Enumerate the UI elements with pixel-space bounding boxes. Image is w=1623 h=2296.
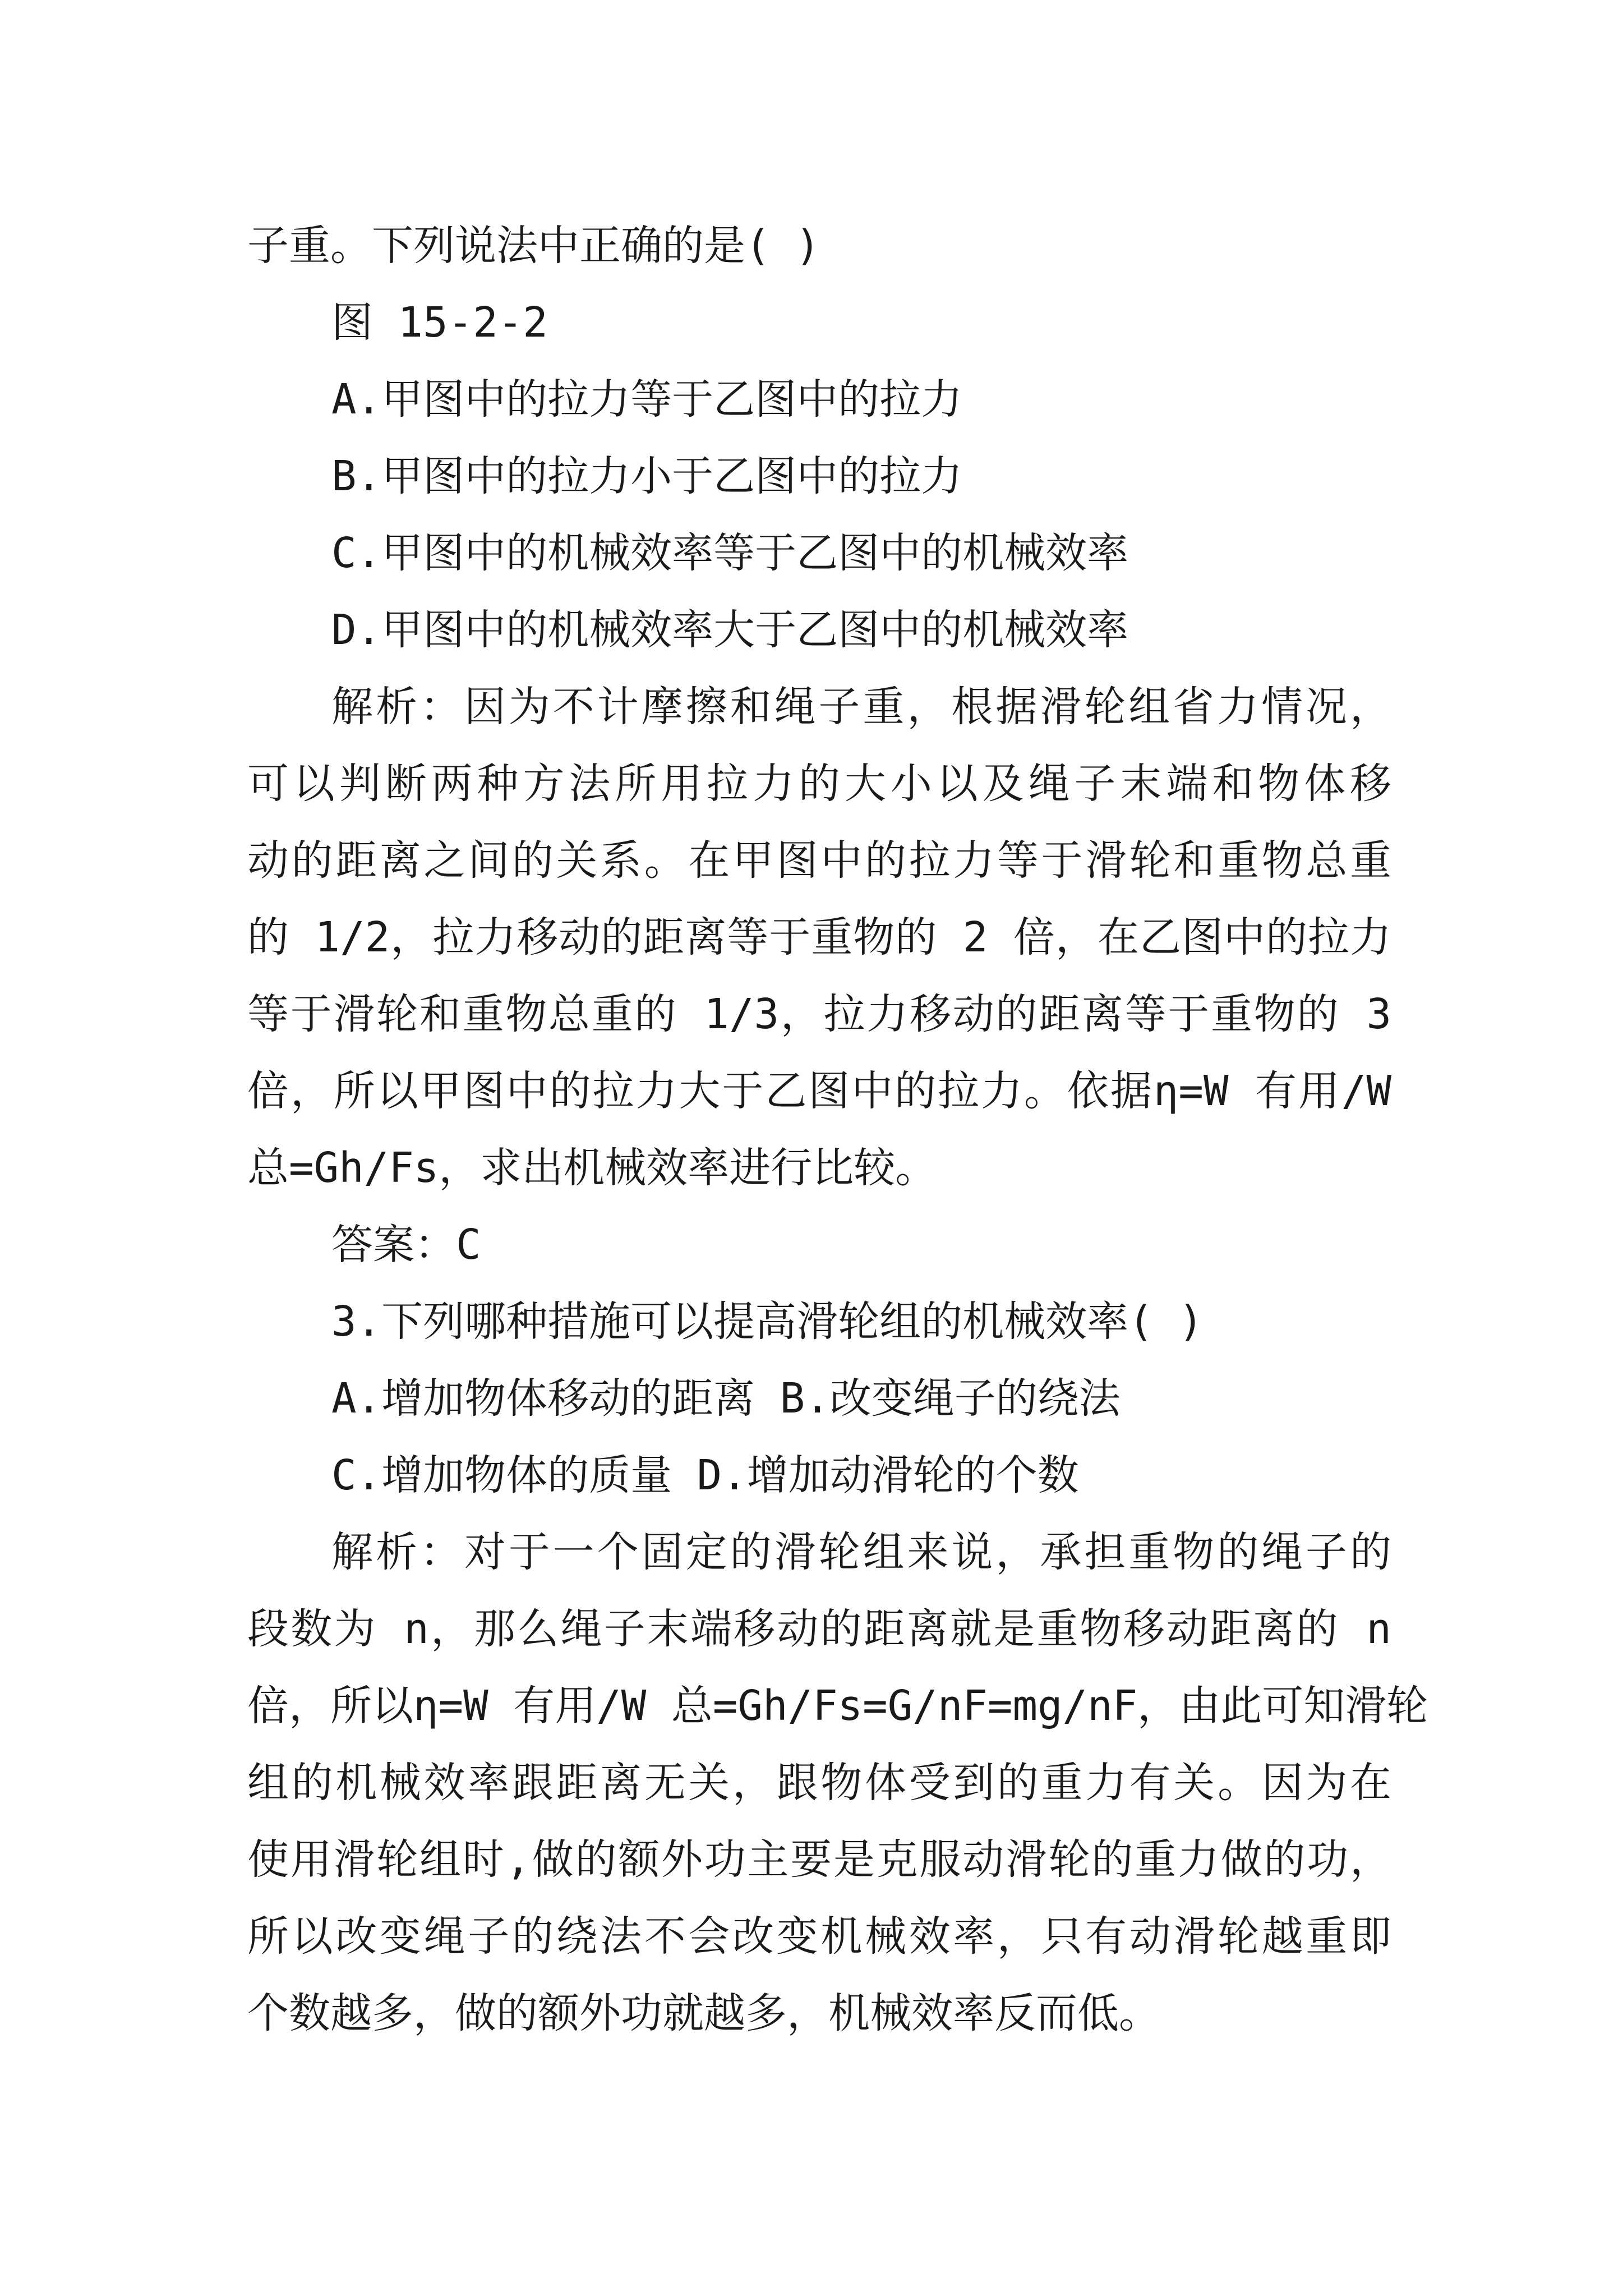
option-a: A.甲图中的拉力等于乙图中的拉力 <box>331 375 963 424</box>
options-cd: C.增加物体的质量 D.增加动滑轮的个数 <box>331 1451 1079 1499</box>
analysis-line: 倍，所以甲图中的拉力大于乙图中的拉力。依据η=W 有用/W <box>247 1067 1391 1115</box>
analysis-line: 所以改变绳子的绕法不会改变机械效率，只有动滑轮越重即 <box>247 1912 1391 1961</box>
question-3: 3.下列哪种措施可以提高滑轮组的机械效率( ) <box>331 1297 1204 1346</box>
figure-caption: 图 15-2-2 <box>331 298 548 347</box>
analysis-line: 使用滑轮组时,做的额外功主要是克服动滑轮的重力做的功， <box>247 1835 1391 1884</box>
analysis-line: 总=Gh/Fs，求出机械效率进行比较。 <box>247 1144 937 1192</box>
answer-line: 答案：C <box>331 1221 481 1269</box>
analysis-line: 动的距离之间的关系。在甲图中的拉力等于滑轮和重物总重 <box>247 836 1391 885</box>
analysis-line: 解析：因为不计摩擦和绳子重，根据滑轮组省力情况， <box>331 683 1391 731</box>
question-continuation: 子重。下列说法中正确的是( ) <box>247 222 820 270</box>
analysis-line: 等于滑轮和重物总重的 1/3，拉力移动的距离等于重物的 3 <box>247 990 1391 1038</box>
analysis-line: 组的机械效率跟距离无关，跟物体受到的重力有关。因为在 <box>247 1759 1391 1807</box>
option-c: C.甲图中的机械效率等于乙图中的机械效率 <box>331 529 1129 577</box>
options-ab: A.增加物体移动的距离 B.改变绳子的绕法 <box>331 1374 1121 1423</box>
analysis-line: 可以判断两种方法所用拉力的大小以及绳子末端和物体移 <box>247 760 1391 808</box>
document-page <box>247 208 1428 2052</box>
analysis-line: 个数越多，做的额外功就越多，机械效率反而低。 <box>247 1989 1160 2037</box>
analysis-line: 倍，所以η=W 有用/W 总=Gh/Fs=G/nF=mg/nF，由此可知滑轮 <box>247 1682 1428 1730</box>
analysis-line: 解析：对于一个固定的滑轮组来说，承担重物的绳子的 <box>331 1528 1391 1576</box>
option-b: B.甲图中的拉力小于乙图中的拉力 <box>331 452 963 500</box>
analysis-line: 段数为 n，那么绳子末端移动的距离就是重物移动距离的 n <box>247 1605 1391 1653</box>
analysis-line: 的 1/2，拉力移动的距离等于重物的 2 倍，在乙图中的拉力 <box>247 913 1391 961</box>
option-d: D.甲图中的机械效率大于乙图中的机械效率 <box>331 606 1129 654</box>
